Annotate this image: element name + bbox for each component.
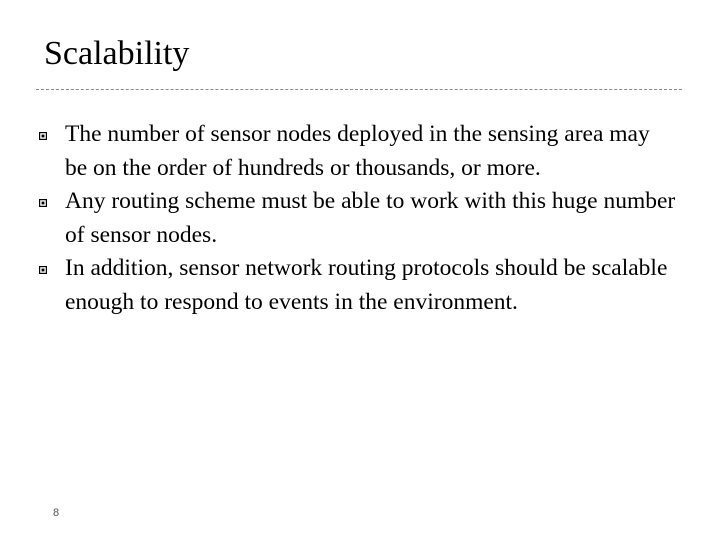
- title-divider: [36, 89, 682, 90]
- square-bullet-icon: [39, 199, 47, 207]
- bullet-text: The number of sensor nodes deployed in the sensing area may be on the order of hundreds or thousands, or more.: [65, 121, 650, 181]
- bullet-text: Any routing scheme must be able to work with this huge number of sensor nodes.: [65, 188, 676, 248]
- bullet-list: [36, 118, 676, 319]
- slide-title: Scalability: [44, 35, 190, 72]
- square-bullet-icon: [39, 266, 47, 274]
- page-number: 8: [53, 507, 60, 519]
- square-bullet-icon: [39, 132, 47, 140]
- bullet-item: [36, 252, 676, 319]
- bullet-text: In addition, sensor network routing protocols should be scalable enough to respond to events in the environment.: [65, 255, 668, 315]
- bullet-item: [36, 185, 676, 252]
- bullet-item: [36, 118, 676, 185]
